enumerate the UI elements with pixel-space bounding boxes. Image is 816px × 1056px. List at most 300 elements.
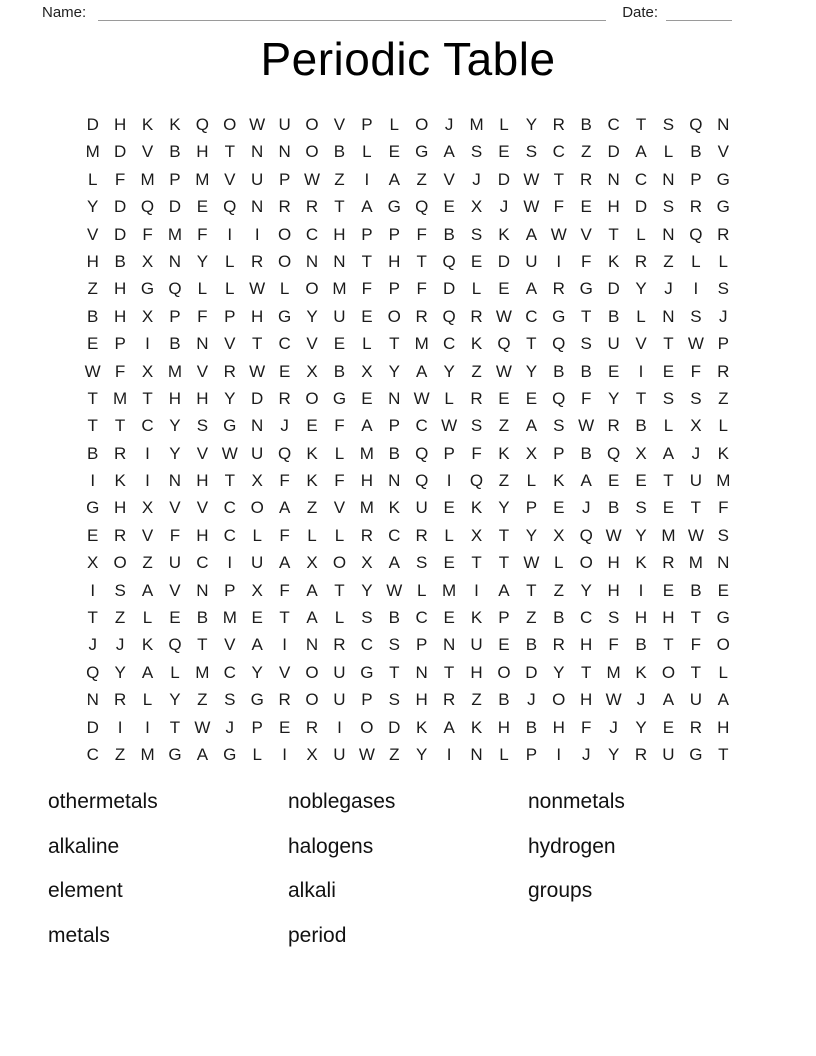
grid-cell: X — [306, 744, 318, 764]
grid-cell: T — [663, 471, 674, 491]
grid-cell: I — [364, 169, 370, 189]
grid-cell: V — [224, 334, 236, 354]
grid-cell: T — [498, 525, 510, 545]
grid-cell: V — [333, 498, 346, 518]
grid-cell: M — [167, 224, 183, 244]
grid-cell: N — [470, 744, 483, 764]
grid-cell: C — [223, 498, 236, 518]
grid-cell: C — [525, 306, 538, 326]
grid-cell: U — [415, 498, 428, 518]
grid-cell: J — [636, 690, 646, 710]
grid-cell: Y — [607, 388, 620, 408]
grid-cell: U — [333, 662, 346, 682]
grid-cell: M — [195, 662, 210, 682]
grid-cell: B — [87, 443, 99, 463]
grid-cell: O — [305, 279, 319, 299]
name-fill-line — [98, 7, 606, 21]
grid-cell: W — [358, 744, 375, 764]
grid-cell: P — [525, 744, 538, 764]
grid-cell: N — [196, 580, 209, 600]
grid-cell: F — [416, 224, 427, 244]
grid-cell: T — [114, 416, 126, 436]
grid-cell: T — [690, 498, 702, 518]
grid-cell: N — [168, 471, 182, 491]
grid-cell: F — [279, 471, 290, 491]
grid-cell: S — [224, 690, 236, 710]
grid-cell: B — [607, 498, 620, 518]
grid-cell: C — [278, 334, 291, 354]
grid-cell: S — [196, 416, 209, 436]
grid-cell: V — [635, 334, 647, 354]
grid-cell: U — [470, 635, 483, 655]
grid-cell: J — [609, 717, 618, 737]
grid-cell: O — [387, 306, 401, 326]
grid-cell: E — [662, 580, 675, 600]
grid-cell: O — [332, 553, 347, 573]
grid-cell: J — [115, 635, 125, 655]
grid-cell: Z — [389, 744, 400, 764]
grid-cell: W — [605, 690, 622, 710]
grid-cell: O — [497, 662, 511, 682]
grid-cell: O — [250, 498, 264, 518]
grid-cell: J — [581, 744, 591, 764]
grid-cell: T — [416, 251, 427, 271]
grid-cell: A — [525, 416, 538, 436]
grid-cell: I — [254, 224, 260, 244]
grid-cell: F — [608, 635, 619, 655]
grid-cell: L — [718, 416, 729, 436]
grid-cell: Z — [114, 744, 126, 764]
grid-cell: R — [415, 525, 428, 545]
grid-cell: V — [196, 361, 209, 381]
grid-cell: N — [168, 251, 182, 271]
grid-cell: T — [581, 306, 592, 326]
grid-cell: A — [251, 635, 263, 655]
grid-cell: N — [388, 388, 401, 408]
grid-cell: Y — [169, 690, 181, 710]
grid-cell: N — [278, 142, 291, 162]
word-list — [48, 780, 816, 958]
grid-cell: J — [499, 197, 509, 217]
grid-cell: H — [196, 525, 209, 545]
grid-cell: L — [252, 744, 262, 764]
grid-cell: T — [471, 553, 482, 573]
grid-cell: D — [634, 197, 648, 217]
grid-cell: V — [580, 224, 592, 244]
grid-cell: H — [580, 690, 593, 710]
grid-cell: K — [416, 717, 428, 737]
grid-cell: N — [251, 142, 264, 162]
word-list-item: element — [48, 879, 123, 903]
grid-cell: R — [634, 744, 648, 764]
grid-cell: H — [196, 471, 209, 491]
grid-cell: H — [333, 224, 346, 244]
grid-cell: P — [443, 443, 455, 463]
grid-cell: B — [443, 224, 455, 244]
grid-cell: P — [361, 224, 373, 244]
grid-cell: G — [168, 744, 182, 764]
grid-cell: F — [334, 471, 345, 491]
grid-cell: A — [278, 498, 291, 518]
grid-cell: U — [251, 443, 264, 463]
grid-cell: H — [662, 608, 675, 628]
grid-cell: E — [580, 197, 592, 217]
grid-cell: V — [196, 498, 209, 518]
grid-cell: O — [305, 115, 319, 134]
grid-cell: O — [305, 662, 319, 682]
grid-cell: W — [441, 416, 458, 436]
grid-cell: W — [413, 388, 430, 408]
grid-cell: C — [442, 334, 456, 354]
grid-cell: D — [497, 251, 511, 271]
grid-cell: T — [498, 553, 510, 573]
grid-cell: B — [525, 635, 538, 655]
grid-cell: L — [526, 471, 537, 491]
grid-cell: P — [224, 306, 236, 326]
grid-cell: W — [495, 306, 512, 326]
grid-cell: P — [169, 306, 181, 326]
grid-cell: E — [278, 717, 291, 737]
grid-cell: O — [415, 115, 429, 134]
grid-cell: A — [388, 553, 400, 573]
word-list-item: groups — [528, 879, 593, 903]
grid-cell: P — [525, 498, 538, 518]
grid-cell: K — [470, 334, 483, 354]
grid-cell: Y — [525, 525, 538, 545]
grid-cell: E — [662, 717, 675, 737]
grid-cell: I — [556, 251, 562, 271]
grid-cell: B — [553, 608, 565, 628]
grid-cell: I — [90, 580, 96, 600]
grid-cell: R — [278, 197, 291, 217]
grid-cell: N — [717, 553, 730, 573]
grid-cell: U — [251, 169, 264, 189]
grid-cell: B — [114, 251, 126, 271]
grid-cell: A — [580, 471, 592, 491]
grid-cell: W — [194, 717, 211, 737]
grid-cell: Z — [663, 251, 674, 271]
grid-cell: I — [227, 224, 233, 244]
grid-cell: Y — [169, 443, 181, 463]
grid-cell: V — [87, 224, 99, 244]
grid-cell: D — [525, 662, 538, 682]
grid-cell: K — [470, 498, 483, 518]
grid-cell: H — [388, 251, 401, 271]
grid-cell: S — [525, 142, 538, 162]
grid-cell: I — [474, 580, 479, 600]
grid-cell: C — [415, 608, 428, 628]
grid-cell: X — [87, 553, 99, 573]
grid-cell: R — [415, 306, 428, 326]
grid-cell: L — [718, 662, 729, 682]
grid-cell: B — [580, 361, 592, 381]
grid-cell: B — [87, 306, 99, 326]
grid-cell: K — [498, 224, 510, 244]
grid-cell: A — [388, 169, 400, 189]
grid-cell: X — [361, 361, 373, 381]
grid-cell: L — [87, 169, 98, 189]
grid-cell: M — [195, 169, 210, 189]
grid-cell: U — [662, 744, 675, 764]
grid-cell: F — [718, 498, 729, 518]
grid-cell: G — [387, 197, 401, 217]
grid-cell: B — [690, 142, 702, 162]
grid-cell: T — [279, 608, 290, 628]
grid-cell: L — [718, 251, 729, 271]
grid-cell: V — [169, 580, 181, 600]
grid-cell: S — [580, 334, 592, 354]
grid-cell: A — [635, 142, 647, 162]
grid-cell: X — [251, 580, 263, 600]
grid-cell: Z — [526, 608, 537, 628]
grid-cell: V — [443, 169, 455, 189]
grid-cell: R — [470, 388, 483, 408]
grid-cell: Y — [388, 361, 400, 381]
grid-cell: R — [223, 361, 236, 381]
grid-cell: N — [388, 471, 401, 491]
grid-cell: F — [581, 251, 592, 271]
grid-cell: X — [470, 525, 483, 545]
grid-cell: Q — [278, 443, 292, 463]
grid-cell: O — [579, 553, 593, 573]
grid-cell: H — [86, 251, 99, 271]
grid-cell: L — [362, 334, 372, 354]
grid-cell: K — [470, 717, 483, 737]
grid-cell: C — [580, 608, 593, 628]
grid-cell: E — [553, 498, 565, 518]
grid-cell: R — [278, 388, 291, 408]
grid-cell: X — [306, 361, 318, 381]
grid-cell: K — [498, 443, 510, 463]
grid-cell: I — [282, 635, 287, 655]
grid-cell: E — [525, 388, 538, 408]
grid-cell: F — [114, 169, 126, 189]
grid-cell: Q — [140, 197, 155, 217]
grid-cell: Z — [471, 690, 482, 710]
grid-cell: A — [196, 744, 209, 764]
grid-cell: Y — [525, 361, 538, 381]
word-list-column — [288, 780, 528, 958]
word-list-item: period — [288, 923, 347, 947]
grid-cell: H — [168, 388, 182, 408]
grid-cell: E — [443, 498, 455, 518]
grid-cell: P — [553, 443, 565, 463]
grid-cell: C — [305, 224, 319, 244]
grid-cell: R — [607, 416, 620, 436]
grid-cell: Y — [607, 744, 620, 764]
grid-cell: L — [663, 416, 674, 436]
grid-cell: T — [169, 717, 181, 737]
grid-cell: L — [499, 115, 509, 134]
grid-cell: Y — [580, 580, 592, 600]
grid-cell: E — [361, 306, 373, 326]
grid-cell: O — [716, 635, 730, 655]
grid-cell: B — [333, 142, 346, 162]
grid-cell: R — [717, 224, 730, 244]
grid-cell: H — [607, 197, 620, 217]
grid-cell: Y — [306, 306, 318, 326]
grid-cell: G — [332, 388, 347, 408]
grid-cell: Q — [223, 197, 237, 217]
grid-cell: C — [196, 553, 209, 573]
grid-cell: Q — [579, 525, 593, 545]
grid-cell: I — [446, 744, 452, 764]
grid-cell: W — [578, 416, 595, 436]
grid-cell: E — [498, 635, 510, 655]
grid-cell: J — [719, 306, 728, 326]
name-label: Name: — [42, 4, 87, 21]
word-list-item: nonmetals — [528, 790, 625, 814]
grid-cell: R — [305, 197, 319, 217]
grid-cell: X — [553, 525, 565, 545]
word-list-item: halogens — [288, 834, 374, 858]
word-list-column — [48, 780, 288, 958]
grid-cell: E — [498, 142, 510, 162]
grid-cell: S — [388, 690, 400, 710]
grid-cell: L — [636, 306, 646, 326]
grid-cell: H — [196, 142, 209, 162]
grid-cell: Q — [442, 251, 456, 271]
grid-cell: Y — [443, 361, 455, 381]
grid-cell: I — [90, 471, 96, 491]
grid-cell: S — [607, 608, 620, 628]
grid-cell: O — [661, 662, 676, 682]
grid-cell: R — [580, 169, 593, 189]
grid-cell: G — [250, 690, 264, 710]
word-list-column — [528, 780, 768, 958]
grid-cell: B — [635, 635, 647, 655]
grid-cell: J — [581, 498, 591, 518]
grid-cell: B — [196, 608, 209, 628]
grid-cell: N — [415, 662, 428, 682]
grid-cell: B — [635, 416, 647, 436]
grid-cell: B — [333, 361, 346, 381]
grid-cell: U — [689, 690, 702, 710]
grid-cell: R — [552, 279, 565, 299]
grid-cell: O — [278, 224, 292, 244]
grid-cell: P — [416, 635, 428, 655]
grid-cell: I — [145, 443, 150, 463]
grid-cell: T — [87, 416, 98, 436]
grid-cell: G — [86, 498, 100, 518]
grid-cell: M — [469, 115, 484, 134]
grid-cell: B — [169, 142, 181, 162]
grid-cell: Q — [415, 443, 429, 463]
grid-cell: A — [278, 553, 291, 573]
grid-cell: B — [498, 690, 510, 710]
grid-cell: R — [552, 115, 565, 134]
grid-cell: O — [278, 251, 292, 271]
grid-cell: M — [140, 169, 155, 189]
grid-cell: W — [386, 580, 403, 600]
grid-cell: I — [227, 553, 233, 573]
grid-cell: I — [556, 744, 562, 764]
grid-cell: I — [282, 744, 287, 764]
grid-cell: I — [638, 580, 644, 600]
grid-cell: W — [687, 334, 704, 354]
grid-cell: L — [389, 115, 400, 134]
grid-cell: S — [717, 525, 729, 545]
grid-cell: E — [333, 334, 346, 354]
word-list-item: alkali — [288, 879, 336, 903]
grid-cell: F — [471, 443, 482, 463]
grid-cell: H — [717, 717, 730, 737]
grid-cell: T — [361, 251, 373, 271]
grid-cell: Z — [581, 142, 592, 162]
grid-cell: G — [223, 416, 237, 436]
grid-cell: Z — [498, 416, 510, 436]
grid-cell: O — [552, 690, 566, 710]
grid-cell: D — [388, 717, 401, 737]
grid-cell: K — [607, 251, 620, 271]
grid-cell: A — [443, 717, 455, 737]
grid-cell: W — [523, 553, 540, 573]
grid-cell: R — [552, 635, 565, 655]
grid-cell: V — [717, 142, 729, 162]
grid-cell: T — [87, 388, 98, 408]
grid-cell: P — [498, 608, 510, 628]
grid-cell: O — [305, 690, 319, 710]
grid-cell: Q — [552, 334, 566, 354]
grid-cell: R — [360, 525, 373, 545]
grid-cell: F — [279, 525, 290, 545]
grid-cell: J — [527, 690, 536, 710]
grid-cell: K — [169, 115, 181, 134]
grid-cell: V — [224, 169, 236, 189]
grid-cell: S — [717, 279, 729, 299]
grid-cell: V — [306, 334, 318, 354]
grid-cell: Q — [607, 443, 621, 463]
grid-cell: Y — [525, 115, 538, 134]
grid-cell: F — [142, 224, 153, 244]
grid-cell: H — [113, 498, 127, 518]
grid-cell: N — [251, 416, 264, 436]
grid-cell: P — [361, 690, 373, 710]
grid-cell: D — [251, 388, 264, 408]
grid-cell: U — [333, 690, 346, 710]
grid-cell: H — [470, 662, 483, 682]
grid-cell: L — [554, 553, 564, 573]
grid-cell: T — [690, 662, 702, 682]
grid-cell: Q — [689, 224, 703, 244]
grid-cell: E — [470, 251, 483, 271]
grid-cell: L — [225, 279, 235, 299]
grid-cell: L — [197, 279, 208, 299]
grid-cell: F — [690, 635, 702, 655]
grid-cell: I — [145, 334, 150, 354]
grid-cell: O — [113, 553, 127, 573]
grid-cell: D — [113, 224, 127, 244]
grid-cell: M — [606, 662, 621, 682]
grid-cell: P — [690, 169, 702, 189]
grid-cell: G — [278, 306, 292, 326]
grid-cell: G — [716, 608, 730, 628]
grid-cell: L — [334, 608, 345, 628]
grid-cell: O — [223, 115, 237, 134]
grid-cell: T — [635, 115, 647, 134]
grid-cell: E — [443, 197, 455, 217]
grid-cell: F — [114, 361, 126, 381]
grid-cell: K — [717, 443, 729, 463]
grid-cell: Y — [224, 388, 236, 408]
grid-cell: E — [607, 471, 620, 491]
grid-cell: T — [87, 608, 98, 628]
grid-cell: E — [498, 388, 510, 408]
grid-cell: Y — [114, 662, 126, 682]
grid-cell: F — [416, 279, 427, 299]
grid-cell: H — [607, 580, 620, 600]
grid-cell: G — [360, 662, 374, 682]
